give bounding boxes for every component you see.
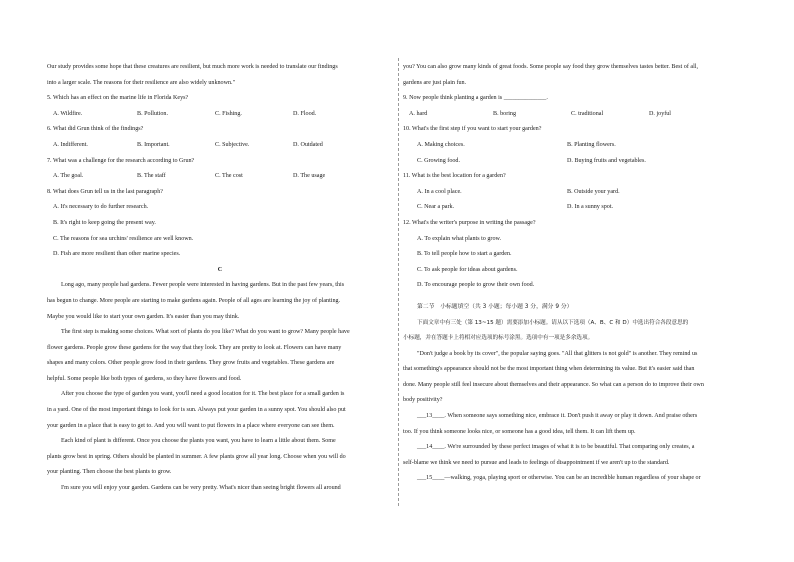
option-d: D. Fish are more resilient than other marine species. — [53, 251, 181, 258]
option-c: C. The cost — [215, 173, 243, 180]
option-a: A. Indifferent. — [53, 141, 88, 148]
question-15-blank: ___15____—walking, yoga, playing sport or otherwise. You can be an incredible human regardless of your shape or — [417, 475, 701, 482]
option-c: C. traditional — [571, 110, 604, 117]
question-10-options — [403, 154, 749, 170]
option-a: A. To explain what plants to grow. — [417, 235, 502, 242]
option-d: D. Outdated — [293, 141, 323, 148]
passage-line: helpful. Some people like both types of gardens, so they have flowers and food. — [47, 375, 242, 382]
question-11-options — [403, 185, 749, 201]
option-a: A. hard — [409, 110, 428, 117]
question-9-stem: 9. Now people think planting a garden is ______________. — [403, 95, 548, 102]
passage-line: The first step is making some choices. What sort of plants do you like? What do you want to grow? Many people have — [61, 329, 350, 336]
option-a: A. It's necessary to do further research. — [53, 204, 149, 211]
column-divider — [398, 58, 399, 506]
question-6-options — [47, 138, 393, 154]
section-2-instructions: 小标题，并在答题卡上将相对应选项的标号涂黑。选项中有一项是多余选项。 — [403, 335, 594, 342]
option-a: A. In a cool place. — [417, 188, 462, 195]
option-b: B. Important. — [137, 141, 170, 148]
section-2-title: 第二节 小标题填空（共 3 小题；每小题 3 分，满分 9 分） — [417, 303, 573, 310]
passage-line: Each kind of plant is different. Once you choose the plants you want, you have to learn a little about them. Some — [61, 438, 336, 445]
passage-line: Maybe you would like to start your own garden. It's easier than you may think. — [47, 313, 240, 320]
passage-line: gardens are just plain fun. — [403, 79, 467, 86]
option-c: C. Subjective. — [215, 141, 250, 148]
question-6-stem: 6. What did Grun think of the findings? — [47, 126, 144, 133]
question-10-options — [403, 138, 749, 154]
passage-line: in a yard. One of the most important things to look for is sun. Always put your garden in a sunny spot. You should also put — [47, 407, 346, 414]
option-b: B. Planting flowers. — [567, 141, 616, 148]
passage-line: shapes and many colors. Other people grow food in their gardens. They grow fruits and vegetables. These gardens are — [47, 360, 335, 367]
option-a: A. Wildfire. — [53, 110, 83, 117]
passage-line: you? You can also grow many kinds of great foods. Some people say food they grow themselves tastes better. Best of all, — [403, 64, 698, 70]
question-10-stem: 10. What's the first step if you want to start your garden? — [403, 126, 542, 133]
passage-line: plants grow best in spring. Others should be planted in summer. A few plants grow all year long. Choose when you will do — [47, 453, 346, 460]
option-b: B. To tell people how to start a garden. — [417, 251, 512, 258]
intro-line: Our study provides some hope that these creatures are resilient, but much more work is needed to translate our findings — [47, 64, 338, 70]
passage-line: has begun to change. More people are starting to make gardens again. People of all ages are learning the joy of planting. — [47, 297, 341, 304]
intro-line: into a larger scale. The reasons for their resilience are also widely unknown." — [47, 79, 236, 86]
option-b: B. The staff — [137, 173, 166, 180]
option-d: D. Buying fruits and vegetables. — [567, 157, 646, 164]
question-13-blank: ___13____. When someone says something nice, embrace it. Don't push it away or play it down. And praise others — [417, 413, 698, 420]
passage-line: flower gardens. People grow these gardens for the way that they look. They are pretty to look at. Flowers can have many — [47, 344, 342, 351]
question-14-blank: ___14____. We're surrounded by these perfect images of what it is to be beautiful. That comparing only creates, a — [417, 444, 695, 451]
article-line: too. If you think someone looks nice, or someone has a good idea, tell them. It can lift them up. — [403, 428, 636, 435]
option-b: B. Outside your yard. — [567, 188, 620, 195]
option-a: A. Making choices. — [417, 141, 465, 148]
option-c: C. The reasons for sea urchins' resilience are well known. — [53, 235, 194, 242]
option-a: A. The goal. — [53, 173, 84, 180]
option-d: D. To encourage people to grow their own food. — [417, 282, 535, 289]
passage-c-label: C — [217, 266, 223, 273]
passage-line: After you choose the type of garden you want, you'll need a good location for it. The best place for a small garden is — [61, 391, 345, 398]
option-b: B. It's right to keep going the present way. — [53, 219, 156, 226]
article-line: that something's appearance should not be the most important thing when determining its value. But it's easier said than — [403, 366, 695, 373]
option-d: D. The usage — [293, 173, 326, 180]
article-line: done. Many people still feel insecure about themselves and their appearance. So what can a person do to improve their own — [403, 381, 704, 388]
option-c: C. Fishing. — [215, 110, 242, 117]
question-7-stem: 7. What was a challenge for the research according to Grun? — [47, 157, 195, 164]
question-11-stem: 11. What is the best location for a garden? — [403, 173, 506, 180]
article-line: self-blame we think we need to pursue and leads to feelings of disappointment if we aren't up to the standard. — [403, 459, 670, 466]
article-line: "Don't judge a book by its cover", the popular saying goes. "All that glitters is not gold" is another. They remind us — [417, 350, 698, 357]
question-8-stem: 8. What does Grun tell us in the last paragraph? — [47, 188, 163, 195]
question-5-options — [47, 107, 393, 123]
section-2-instructions: 下面文章中有三处（第 13~15 题）需要添加小标题。请从以下选项（A、B、C 和 D）中选出符合各段意思的 — [417, 319, 689, 326]
passage-line: your planting. Then choose the best plants to grow. — [47, 469, 172, 476]
question-7-options — [47, 169, 393, 185]
option-b: B. boring — [493, 110, 517, 117]
option-c: C. To ask people for ideas about gardens. — [417, 266, 518, 273]
article-line: body positivity? — [403, 397, 443, 404]
passage-line: Long ago, many people had gardens. Fewer people were interested in having gardens. But in the past few years, this — [61, 282, 345, 289]
passage-line: your garden in a place that is easy to get to. And you will want to put flowers in a place where everyone can see them. — [47, 422, 335, 429]
question-9-options — [403, 107, 749, 123]
right-column — [403, 60, 749, 487]
left-column — [47, 60, 393, 497]
passage-line: I'm sure you will enjoy your garden. Gardens can be very pretty. What's nicer than seeing bright flowers all around — [61, 485, 341, 492]
question-5-stem: 5. Which has an effect on the marine life in Florida Keys? — [47, 95, 189, 102]
question-11-options — [403, 200, 749, 216]
option-d: D. Flood. — [293, 110, 317, 117]
option-c: C. Near a park. — [417, 204, 455, 211]
option-c: C. Growing food. — [417, 157, 460, 164]
question-12-stem: 12. What's the writer's purpose in writing the passage? — [403, 219, 536, 226]
option-d: D. In a sunny spot. — [567, 204, 614, 211]
option-d: D. joyful — [649, 110, 672, 117]
option-b: B. Pollution. — [137, 110, 168, 117]
